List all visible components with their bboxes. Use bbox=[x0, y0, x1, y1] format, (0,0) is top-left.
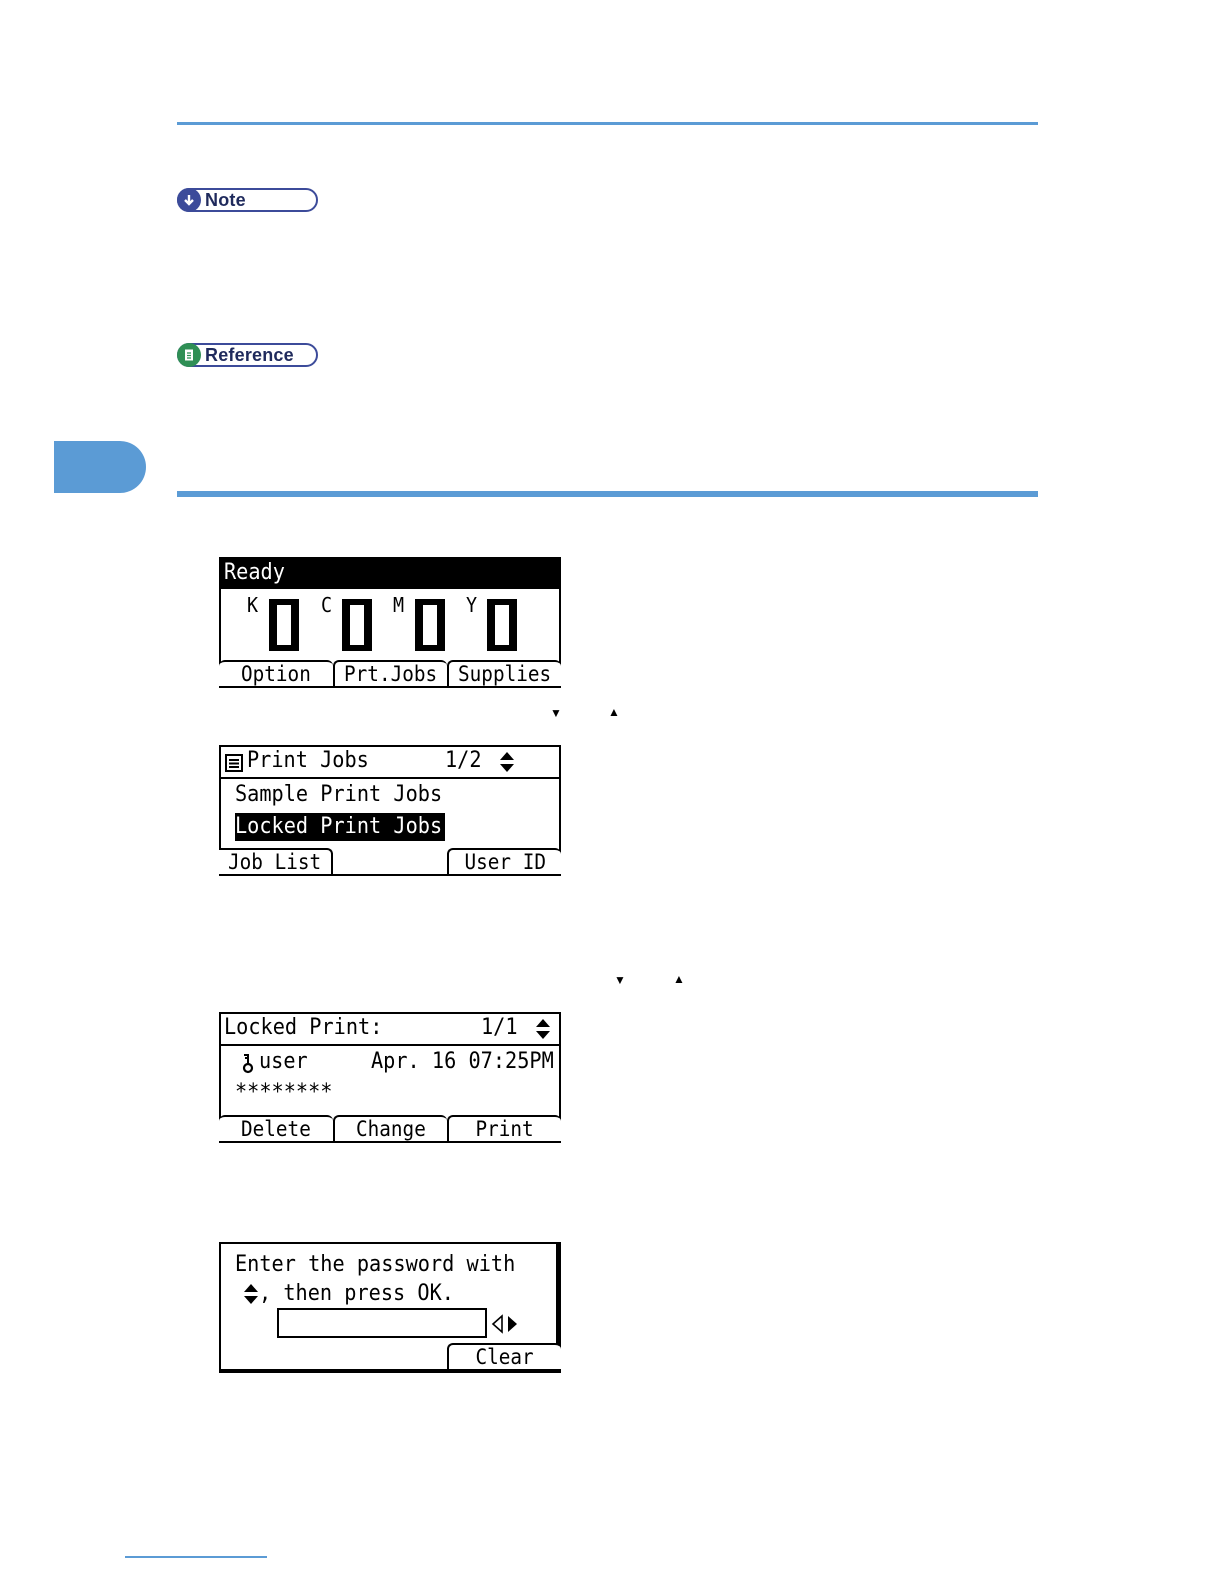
lcd-page-indicator: 1/2 bbox=[445, 748, 482, 773]
prt-jobs-softkey[interactable]: Prt.Jobs bbox=[333, 660, 447, 686]
lcd-title-bar bbox=[221, 1014, 559, 1046]
top-rule bbox=[177, 122, 1038, 125]
job-date: Apr. 16 07:25PM bbox=[371, 1049, 554, 1074]
lcd-title: Locked Print: bbox=[224, 1015, 383, 1040]
lcd-locked-print-screen bbox=[219, 1012, 561, 1143]
section-rule bbox=[177, 491, 1038, 497]
lcd-page-indicator: 1/1 bbox=[481, 1015, 518, 1040]
list-icon bbox=[225, 754, 243, 776]
toner-label-y: Y bbox=[466, 593, 478, 617]
down-arrow-icon: ▼ bbox=[614, 973, 626, 987]
toner-gauge-y bbox=[487, 599, 517, 651]
user-id-softkey[interactable]: User ID bbox=[447, 848, 561, 874]
toner-label-c: C bbox=[321, 593, 333, 617]
lcd-print-jobs-screen bbox=[219, 745, 561, 876]
lcd-title: Ready bbox=[224, 560, 285, 585]
toner-gauge-m bbox=[415, 599, 445, 651]
chapter-tab bbox=[54, 441, 146, 493]
left-right-arrows-icon bbox=[491, 1314, 521, 1338]
list-item-label: Locked Print Jobs bbox=[235, 814, 443, 839]
toner-gauge-c bbox=[342, 599, 372, 651]
clear-softkey[interactable]: Clear bbox=[447, 1343, 561, 1369]
toner-label-k: K bbox=[247, 593, 259, 617]
option-softkey[interactable]: Option bbox=[219, 660, 333, 686]
reference-label: Reference bbox=[205, 344, 294, 365]
key-icon bbox=[241, 1052, 255, 1078]
lcd-password-screen bbox=[219, 1242, 561, 1373]
up-arrow-icon: ▲ bbox=[608, 705, 620, 719]
password-prompt-line2: , then press OK. bbox=[259, 1281, 454, 1306]
lcd-title-bar bbox=[221, 747, 559, 779]
delete-softkey[interactable]: Delete bbox=[219, 1115, 333, 1141]
password-prompt-line1: Enter the password with bbox=[235, 1252, 516, 1277]
up-arrow-icon: ▲ bbox=[673, 972, 685, 986]
toner-label-m: M bbox=[393, 593, 405, 617]
up-down-arrows-icon bbox=[243, 1283, 259, 1309]
job-user: user bbox=[259, 1049, 308, 1074]
list-item[interactable]: Sample Print Jobs bbox=[235, 782, 443, 807]
toner-gauge-k bbox=[269, 599, 299, 651]
arrow-down-icon bbox=[177, 188, 201, 212]
supplies-softkey[interactable]: Supplies bbox=[447, 660, 561, 686]
document-icon bbox=[177, 343, 201, 367]
job-list-softkey[interactable]: Job List bbox=[219, 848, 333, 874]
note-label: Note bbox=[205, 189, 246, 210]
print-softkey[interactable]: Print bbox=[447, 1115, 561, 1141]
up-down-arrows-icon bbox=[535, 1017, 551, 1045]
password-input[interactable] bbox=[277, 1308, 487, 1338]
list-item-selected[interactable] bbox=[235, 813, 445, 841]
lcd-title: Print Jobs bbox=[247, 748, 369, 773]
footer-rule bbox=[125, 1556, 267, 1558]
reference-badge bbox=[177, 343, 318, 367]
down-arrow-icon: ▼ bbox=[550, 706, 562, 720]
note-badge bbox=[177, 188, 318, 212]
change-softkey[interactable]: Change bbox=[333, 1115, 447, 1141]
masked-password: ******** bbox=[235, 1080, 333, 1105]
up-down-arrows-icon bbox=[499, 750, 515, 778]
lcd-title-bar bbox=[221, 559, 559, 589]
lcd-ready-screen bbox=[219, 557, 561, 688]
